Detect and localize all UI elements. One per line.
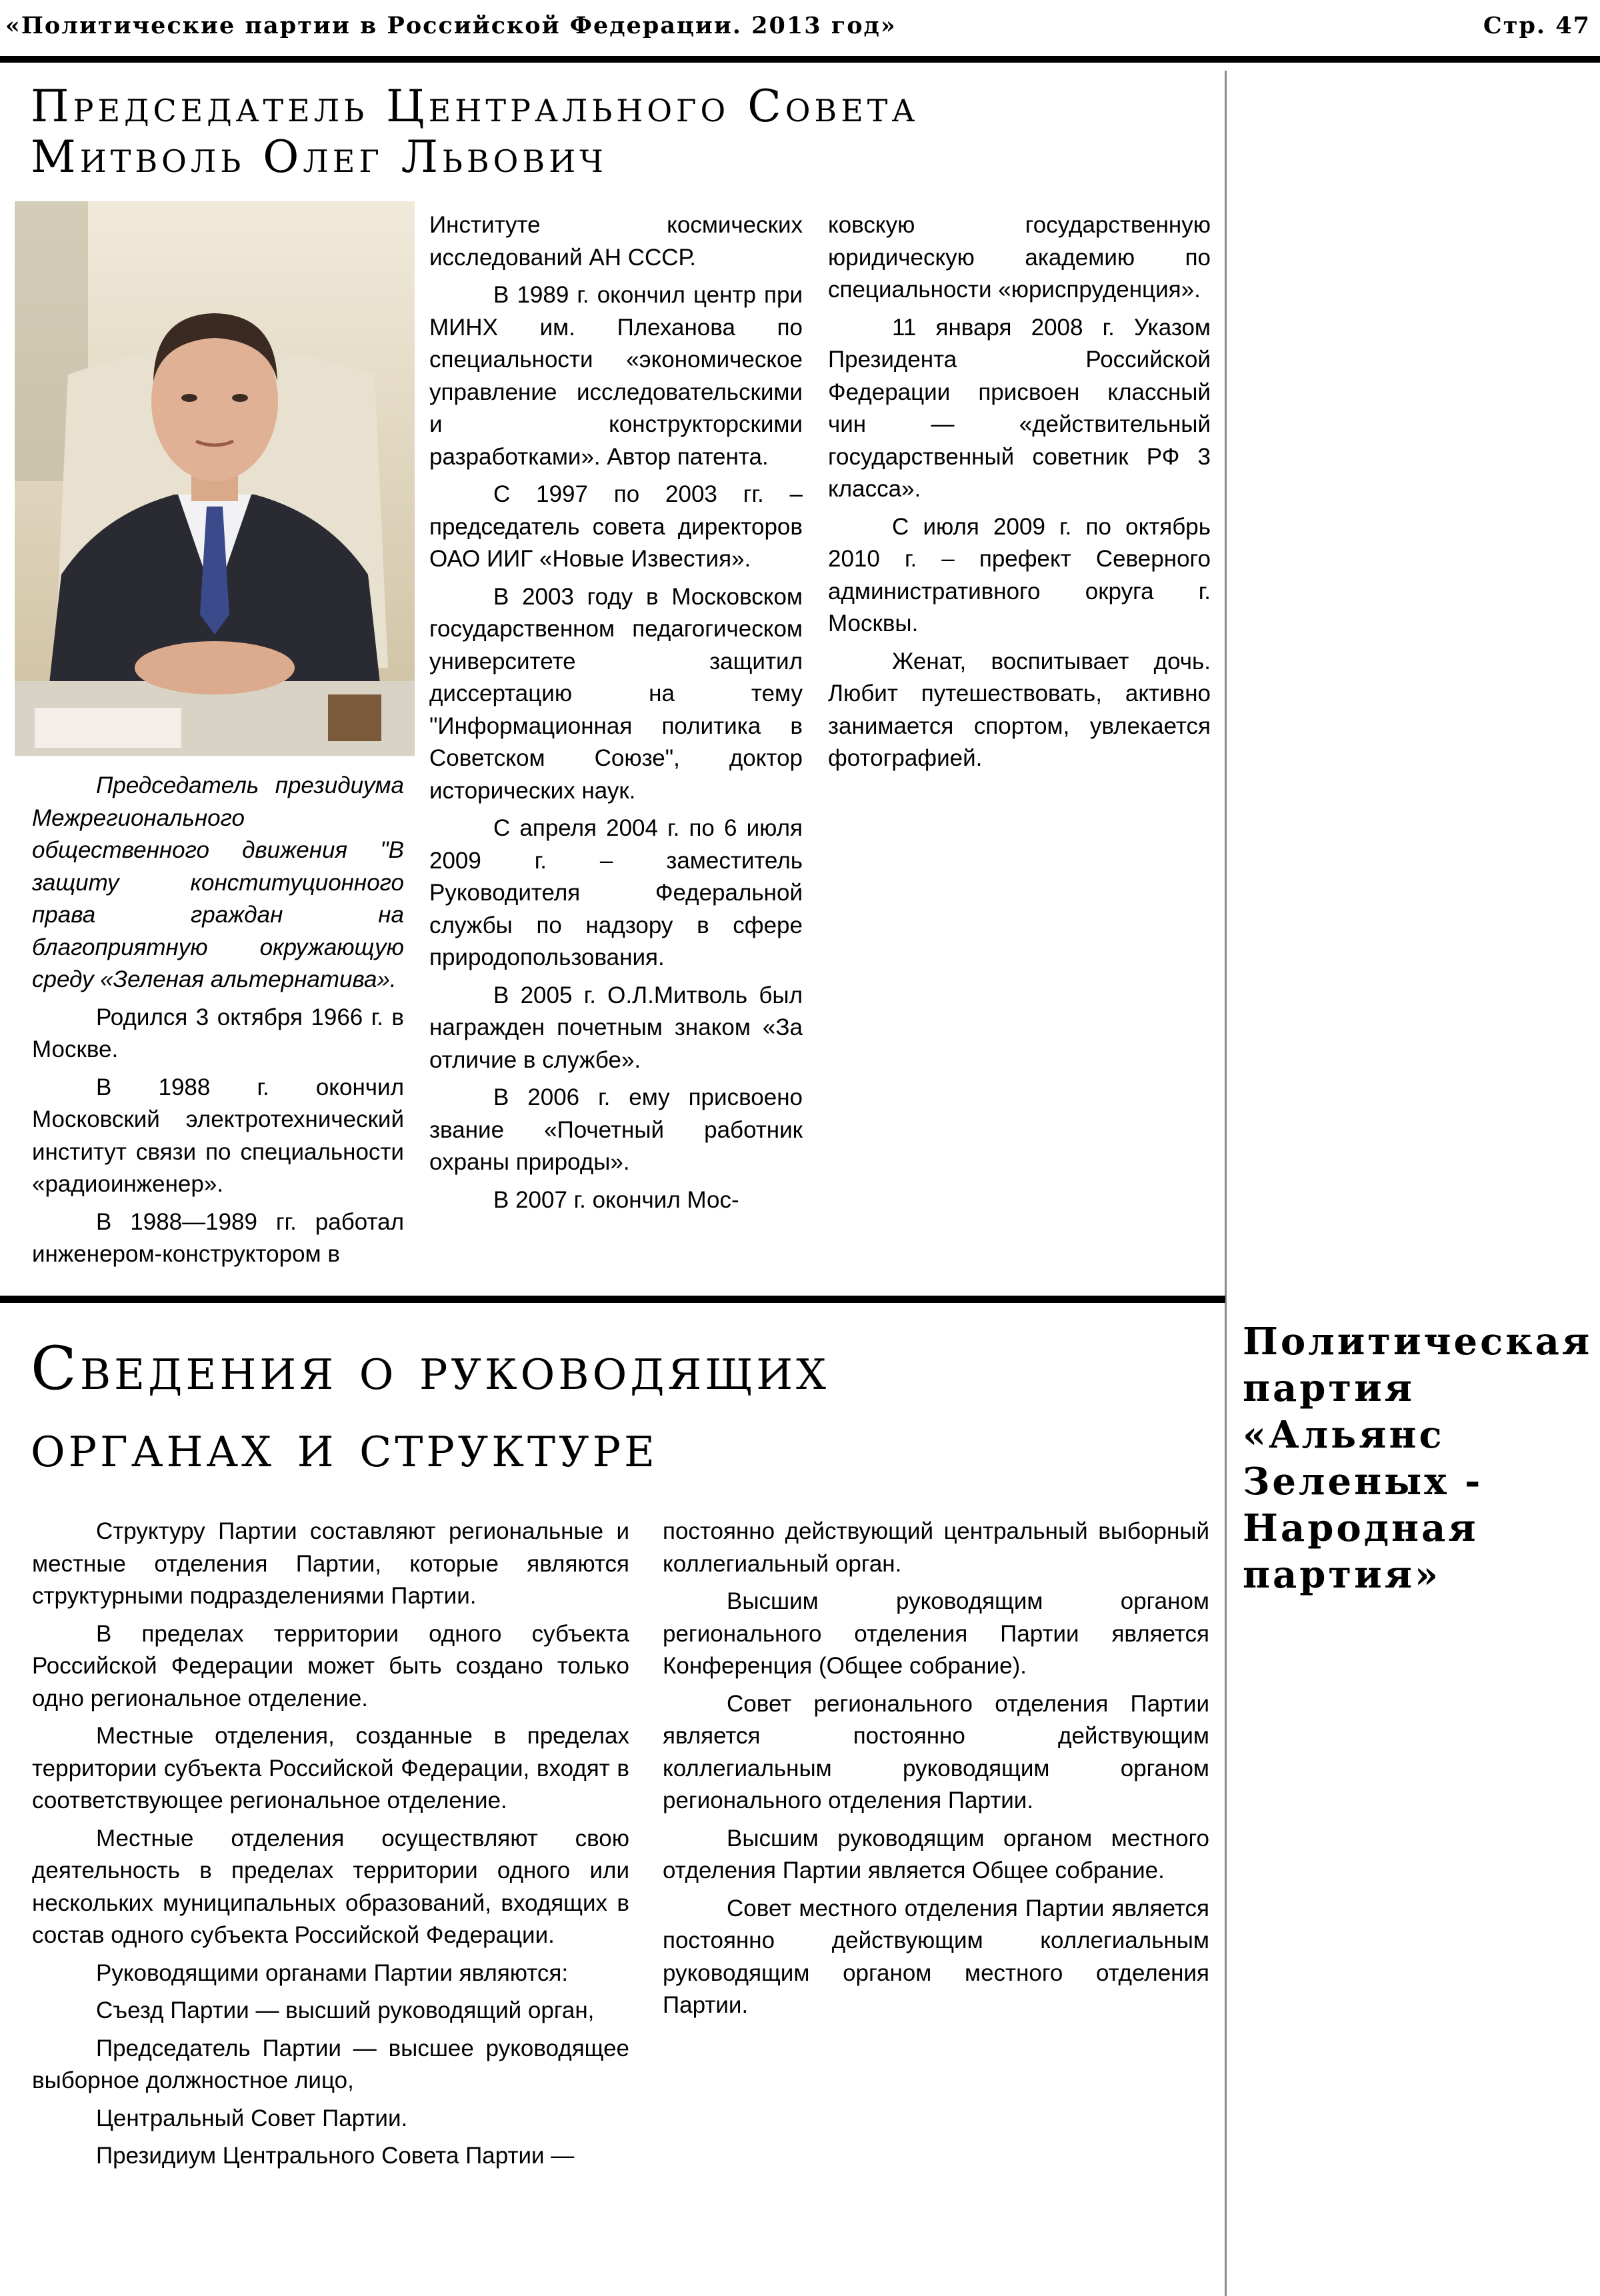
structure-paragraph: Центральный Совет Партии. xyxy=(96,2105,408,2131)
party-name-line6: партия» xyxy=(1243,1553,1441,1597)
structure-column-2 xyxy=(663,1516,1209,2027)
bio-paragraph: Родился 3 октября 1966 г. в Москве. xyxy=(32,1004,404,1062)
bio-paragraph: В 1989 г. окончил центр при МИНХ им. Плеханова по специальности «экономическое управление исследовательскими и конструкторскими разработками». Автор патента. xyxy=(429,282,803,470)
structure-paragraph: Структуру Партии составляют региональные и местные отделения Партии, которые являются структурными подразделениями Партии. xyxy=(32,1518,629,1609)
bio-paragraph: В 2005 г. О.Л.Митволь был награжден почетным знаком «За отличие в службе». xyxy=(429,982,803,1073)
structure-paragraph: Местные отделения осуществляют свою деятельность в пределах территории одного или нескольких муниципальных образований, входящих в состав одного субъекта Российской Федерации. xyxy=(32,1825,629,1948)
party-name xyxy=(1243,1318,1593,1598)
page-number: Стр. 47 xyxy=(1483,12,1591,39)
bio-paragraph: 11 января 2008 г. Указом Президента Российской Федерации присвоен классный чин — «действительный государственный советник РФ 3 класса». xyxy=(828,314,1211,502)
structure-paragraph: Президиум Центрального Совета Партии — xyxy=(96,2143,575,2169)
bio-paragraph: В 2006 г. ему присвоено звание «Почетный работник охраны природы». xyxy=(429,1084,803,1175)
bio-paragraph: В 1988—1989 гг. работал инженером-конструктором в xyxy=(32,1208,404,1267)
bio-paragraph: Институте космических исследований АН СССР. xyxy=(429,212,803,271)
party-name-line5: Народная xyxy=(1243,1506,1479,1550)
party-name-line1: Политическая xyxy=(1243,1320,1593,1364)
section-rule xyxy=(0,1296,1225,1303)
structure-paragraph: Руководящими органами Партии являются: xyxy=(96,1959,569,1986)
chairman-heading-line2: Митволь Олег Львович xyxy=(31,131,607,183)
structure-heading-line2: органах и структуре xyxy=(31,1411,658,1481)
structure-heading-line1: Сведения о руководящих xyxy=(31,1334,830,1404)
bio-paragraph: С апреля 2004 г. по 6 июля 2009 г. – заместитель Руководителя Федеральной службы по надзору в сфере природопользования. xyxy=(429,815,803,970)
photo-caption: Председатель президиума Межрегионального общественного движения "В защиту конституционного права граждан на благоприятную окружающую среду «Зеленая альтернатива». xyxy=(32,772,404,992)
structure-paragraph: Местные отделения, созданные в пределах территории субъекта Российской Федерации, входят в соответствующее региональное отделение. xyxy=(32,1723,629,1813)
structure-paragraph: Совет местного отделения Партии является постоянно действующим коллегиальным руководящим органом местного отделения Партии. xyxy=(663,1895,1209,2018)
structure-paragraph: Председатель Партии — высшее руководящее выборное должностное лицо, xyxy=(32,2035,629,2093)
structure-paragraph: Высшим руководящим органом местного отделения Партии является Общее собрание. xyxy=(663,1825,1209,1883)
chairman-heading-line1: Председатель Центрального Совета xyxy=(31,81,919,132)
structure-paragraph: Высшим руководящим органом регионального отделения Партии является Конференция (Общее собрание). xyxy=(663,1588,1209,1679)
structure-heading xyxy=(31,1330,1204,1485)
running-header xyxy=(0,12,1600,52)
column-divider xyxy=(1225,71,1227,2296)
party-name-line3: «Альянс xyxy=(1243,1413,1445,1457)
structure-paragraph: Совет регионального отделения Партии является постоянно действующим коллегиальным руководящим органом регионального отделения Партии. xyxy=(663,1690,1209,1813)
bio-paragraph: С 1997 по 2003 гг. – председатель совета директоров ОАО ИИГ «Новые Известия». xyxy=(429,481,803,572)
bio-paragraph: В 2003 году в Московском государственном педагогическом университете защитил диссертацию на тему "Информационная политика в Советском Союзе", доктор исторических наук. xyxy=(429,583,803,804)
bio-paragraph: В 1988 г. окончил Московский электротехнический институт связи по специальности «радиоинженер». xyxy=(32,1074,404,1197)
portrait-photo xyxy=(15,201,415,756)
portrait-illustration xyxy=(15,201,415,756)
header-rule xyxy=(0,56,1600,63)
bio-paragraph: ковскую государственную юридическую академию по специальности «юриспруденция». xyxy=(828,212,1211,303)
structure-column-1 xyxy=(32,1516,629,2178)
bio-paragraph: Женат, воспитывает дочь. Любит путешествовать, активно занимается спортом, увлекается фотографией. xyxy=(828,648,1211,771)
bio-paragraph: С июля 2009 г. по октябрь 2010 г. – префект Северного административного округа г. Москвы. xyxy=(828,513,1211,636)
party-name-line2: партия xyxy=(1243,1366,1415,1410)
chairman-heading xyxy=(31,81,1204,183)
party-name-line4: Зеленых - xyxy=(1243,1460,1483,1504)
bio-column-2 xyxy=(429,209,803,1222)
structure-paragraph: Съезд Партии — высший руководящий орган, xyxy=(96,1997,595,2023)
bio-paragraph: В 2007 г. окончил Мос- xyxy=(493,1186,739,1213)
structure-paragraph: В пределах территории одного субъекта Российской Федерации может быть создано только одно региональное отделение. xyxy=(32,1620,629,1712)
journal-title: «Политические партии в Российской Федерации. 2013 год» xyxy=(5,12,897,39)
structure-paragraph: постоянно действующий центральный выборный коллегиальный орган. xyxy=(663,1518,1209,1577)
bio-column-1 xyxy=(32,770,404,1276)
bio-column-3 xyxy=(828,209,1211,780)
